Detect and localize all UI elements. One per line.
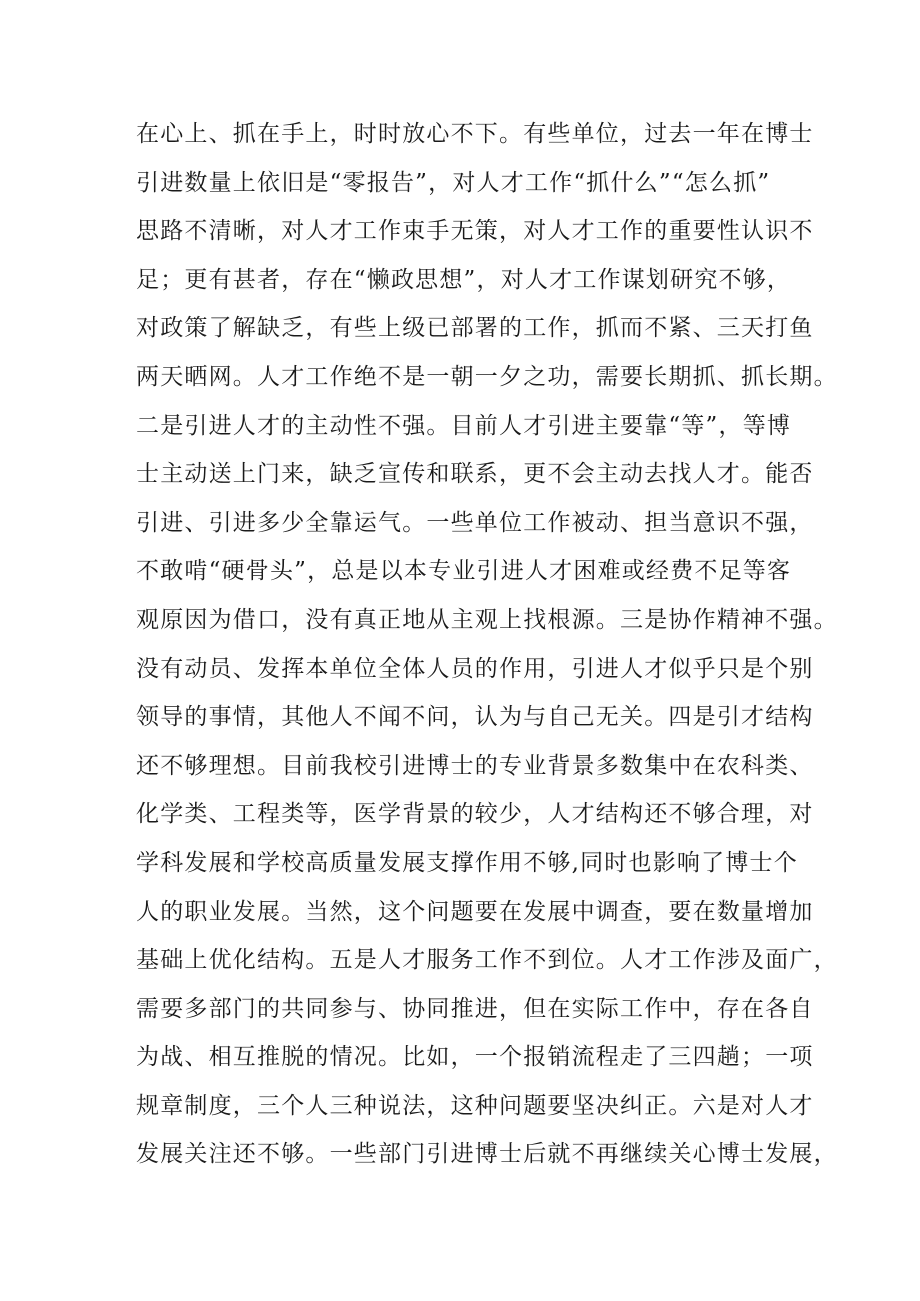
text-line: 观原因为借口，没有真正地从主观上找根源。三是协作精神不强。 bbox=[136, 606, 838, 633]
text-line: 基础上优化结构。五是人才服务工作不到位。人才工作涉及面广， bbox=[136, 947, 838, 974]
text-line: 还不够理想。目前我校引进博士的专业背景多数集中在农科类、 bbox=[136, 752, 814, 779]
body-text bbox=[136, 110, 836, 1179]
text-line: 对政策了解缺乏，有些上级已部署的工作，抓而不紧、三天打鱼 bbox=[136, 315, 814, 342]
text-line: 引进数量上依旧是“零报告”，对人才工作“抓什么”“怎么抓” bbox=[136, 169, 771, 196]
text-line: 不敢啃“硬骨头”，总是以本专业引进人才困难或经费不足等客 bbox=[136, 558, 792, 585]
text-line: 发展关注还不够。一些部门引进博士后就不再继续关心博士发展， bbox=[136, 1141, 838, 1168]
text-line: 两天晒网。人才工作绝不是一朝一夕之功，需要长期抓、抓长期。 bbox=[136, 363, 838, 390]
text-line: 没有动员、发挥本单位全体人员的作用，引进人才似乎只是个别 bbox=[136, 655, 814, 682]
text-line: 人的职业发展。当然，这个问题要在发展中调查，要在数量增加 bbox=[136, 898, 814, 925]
text-line: 需要多部门的共同参与、协同推进，但在实际工作中，存在各自 bbox=[136, 995, 814, 1022]
text-line: 为战、相互推脱的情况。比如，一个报销流程走了三四趟；一项 bbox=[136, 1044, 814, 1071]
text-line: 思路不清晰，对人才工作束手无策，对人才工作的重要性认识不 bbox=[136, 218, 814, 245]
text-line: 领导的事情，其他人不闻不问，认为与自己无关。四是引才结构 bbox=[136, 704, 814, 731]
text-line: 规章制度，三个人三种说法，这种问题要坚决纠正。六是对人才 bbox=[136, 1092, 814, 1119]
text-line: 引进、引进多少全靠运气。一些单位工作被动、担当意识不强， bbox=[136, 509, 814, 536]
text-line: 士主动送上门来，缺乏宣传和联系，更不会主动去找人才。能否 bbox=[136, 461, 814, 488]
text-line: 学科发展和学校高质量发展支撑作用不够,同时也影响了博士个 bbox=[136, 849, 798, 876]
text-line: 二是引进人才的主动性不强。目前人才引进主要靠“等”，等博 bbox=[136, 412, 792, 439]
text-line: 在心上、抓在手上，时时放心不下。有些单位，过去一年在博士 bbox=[136, 121, 814, 147]
text-line: 足；更有甚者，存在“懒政思想”，对人才工作谋划研究不够， bbox=[136, 266, 792, 293]
text-line: 化学类、工程类等，医学背景的较少，人才结构还不够合理，对 bbox=[136, 801, 814, 828]
